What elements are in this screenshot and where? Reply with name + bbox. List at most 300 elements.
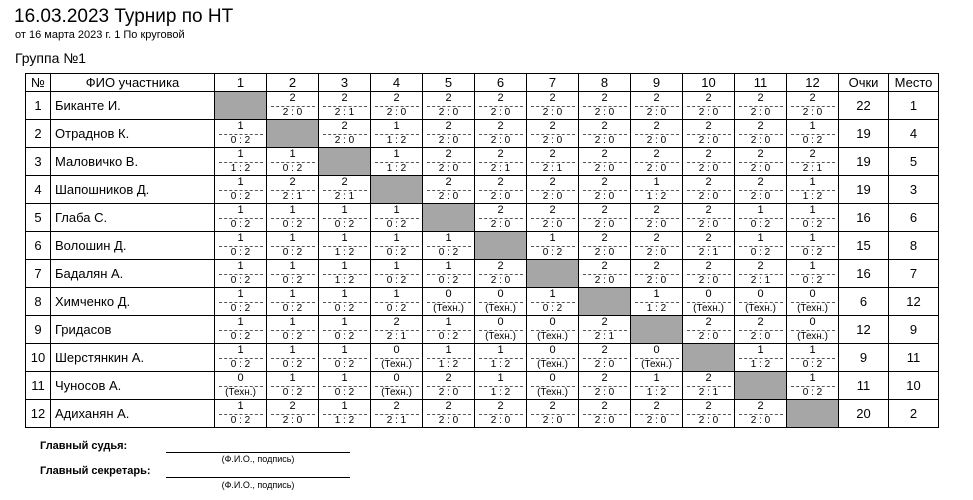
match-points: 1 — [393, 232, 400, 244]
match-score: (Техн.) — [485, 303, 516, 314]
match-points: 1 — [237, 344, 244, 356]
match-points: 2 — [341, 176, 348, 188]
match-score: (Техн.) — [797, 331, 828, 342]
match-cell — [683, 176, 735, 204]
match-score: 2 : 0 — [594, 163, 615, 174]
match-cell — [735, 204, 787, 232]
match-score: 2 : 0 — [438, 191, 459, 202]
match-cell — [371, 120, 423, 148]
match-score: 1 : 2 — [490, 387, 511, 398]
match-score: 2 : 0 — [698, 219, 719, 230]
match-cell — [735, 148, 787, 176]
table-row — [26, 120, 939, 148]
match-score: 0 : 2 — [802, 247, 823, 258]
match-points: 1 — [549, 288, 556, 300]
match-cell — [683, 372, 735, 400]
match-cell — [683, 92, 735, 120]
diagonal-cell — [423, 204, 475, 232]
participant-number: 7 — [26, 260, 51, 288]
match-score: 2 : 0 — [542, 191, 563, 202]
match-score: 0 : 2 — [386, 275, 407, 286]
match-score: 2 : 0 — [594, 219, 615, 230]
match-points: 2 — [601, 232, 608, 244]
diagonal-cell — [683, 344, 735, 372]
column-header: 4 — [371, 74, 423, 92]
match-cell — [527, 316, 579, 344]
match-cell — [735, 260, 787, 288]
match-score: 1 : 2 — [334, 415, 355, 426]
match-score: 2 : 0 — [698, 275, 719, 286]
match-cell — [267, 92, 319, 120]
match-cell — [579, 400, 631, 428]
match-cell — [267, 176, 319, 204]
match-points: 1 — [237, 288, 244, 300]
match-score: 1 : 2 — [646, 303, 667, 314]
match-cell — [631, 288, 683, 316]
match-score: 0 : 2 — [438, 331, 459, 342]
match-score: 0 : 2 — [386, 247, 407, 258]
participant-name: Волошин Д. — [51, 232, 215, 260]
match-points: 0 — [393, 344, 400, 356]
final-place: 5 — [889, 148, 939, 176]
match-points: 2 — [705, 372, 712, 384]
match-points: 2 — [809, 92, 816, 104]
match-cell — [631, 232, 683, 260]
match-score: 0 : 2 — [282, 247, 303, 258]
match-points: 0 — [705, 288, 712, 300]
match-score: 2 : 0 — [750, 415, 771, 426]
match-score: 0 : 2 — [230, 247, 251, 258]
match-cell — [475, 92, 527, 120]
match-cell — [735, 120, 787, 148]
match-points: 1 — [445, 260, 452, 272]
match-cell — [631, 92, 683, 120]
table-row — [26, 260, 939, 288]
match-cell — [527, 176, 579, 204]
match-points: 2 — [757, 400, 764, 412]
participant-name: Биканте И. — [51, 92, 215, 120]
match-score: 0 : 2 — [282, 359, 303, 370]
match-cell — [683, 288, 735, 316]
match-cell — [527, 204, 579, 232]
match-points: 0 — [497, 316, 504, 328]
match-points: 1 — [237, 204, 244, 216]
column-header: ФИО участника — [51, 74, 215, 92]
match-cell — [579, 204, 631, 232]
match-cell — [787, 176, 839, 204]
match-points: 1 — [809, 120, 816, 132]
match-score: 2 : 0 — [542, 135, 563, 146]
participant-name: Шерстянкин А. — [51, 344, 215, 372]
participant-name: Адиханян А. — [51, 400, 215, 428]
match-cell — [371, 204, 423, 232]
match-cell — [215, 176, 267, 204]
match-score: 2 : 0 — [750, 163, 771, 174]
match-cell — [475, 260, 527, 288]
match-points: 2 — [653, 148, 660, 160]
match-points: 1 — [237, 316, 244, 328]
participant-name: Гридасов — [51, 316, 215, 344]
match-points: 2 — [705, 176, 712, 188]
match-cell — [319, 176, 371, 204]
match-points: 1 — [757, 204, 764, 216]
match-cell — [267, 344, 319, 372]
match-score: 2 : 0 — [750, 191, 771, 202]
match-points: 1 — [809, 232, 816, 244]
match-score: 2 : 0 — [542, 107, 563, 118]
match-score: 0 : 2 — [282, 387, 303, 398]
match-score: 2 : 0 — [438, 163, 459, 174]
match-points: 1 — [341, 288, 348, 300]
match-points: 2 — [601, 204, 608, 216]
match-points: 2 — [549, 176, 556, 188]
match-score: 2 : 0 — [490, 191, 511, 202]
match-cell — [371, 344, 423, 372]
match-points: 1 — [341, 372, 348, 384]
match-score: 2 : 1 — [698, 387, 719, 398]
match-cell — [423, 92, 475, 120]
match-score: 1 : 2 — [646, 387, 667, 398]
match-cell — [423, 344, 475, 372]
match-cell — [215, 120, 267, 148]
match-score: 0 : 2 — [230, 191, 251, 202]
match-cell — [527, 232, 579, 260]
match-score: 2 : 0 — [646, 275, 667, 286]
match-score: 2 : 1 — [386, 331, 407, 342]
match-cell — [631, 176, 683, 204]
match-points: 2 — [601, 400, 608, 412]
match-score: 1 : 2 — [802, 191, 823, 202]
match-score: 2 : 0 — [646, 247, 667, 258]
match-score: (Техн.) — [797, 303, 828, 314]
match-score: (Техн.) — [641, 359, 672, 370]
match-score: 1 : 2 — [438, 359, 459, 370]
final-place: 8 — [889, 232, 939, 260]
chief-secretary-signature-caption: (Ф.И.О., подпись) — [221, 480, 295, 490]
match-points: 1 — [341, 316, 348, 328]
match-score: 0 : 2 — [334, 359, 355, 370]
match-cell — [267, 288, 319, 316]
match-points: 1 — [445, 316, 452, 328]
match-cell — [319, 344, 371, 372]
match-score: (Техн.) — [225, 387, 256, 398]
match-score: 1 : 2 — [334, 275, 355, 286]
table-row — [26, 176, 939, 204]
match-points: 2 — [393, 316, 400, 328]
match-score: 0 : 2 — [542, 247, 563, 258]
table-row — [26, 204, 939, 232]
match-score: 2 : 0 — [490, 275, 511, 286]
match-cell — [423, 288, 475, 316]
match-cell — [527, 148, 579, 176]
match-score: 2 : 1 — [282, 191, 303, 202]
participant-number: 6 — [26, 232, 51, 260]
match-points: 2 — [497, 176, 504, 188]
match-cell — [371, 260, 423, 288]
match-points: 2 — [445, 120, 452, 132]
match-score: 2 : 0 — [646, 107, 667, 118]
match-score: 2 : 0 — [542, 415, 563, 426]
match-cell — [631, 120, 683, 148]
match-score: 2 : 0 — [594, 275, 615, 286]
chief-judge-signature-line — [166, 452, 350, 453]
match-score: 0 : 2 — [334, 219, 355, 230]
match-points: 1 — [341, 260, 348, 272]
match-points: 1 — [237, 400, 244, 412]
total-points: 6 — [839, 288, 889, 316]
match-score: 0 : 2 — [282, 163, 303, 174]
match-cell — [475, 344, 527, 372]
match-score: 2 : 0 — [542, 219, 563, 230]
final-place: 12 — [889, 288, 939, 316]
column-header: 7 — [527, 74, 579, 92]
match-cell — [579, 260, 631, 288]
match-points: 2 — [289, 92, 296, 104]
match-score: 2 : 0 — [386, 107, 407, 118]
match-score: 0 : 2 — [282, 303, 303, 314]
match-cell — [787, 204, 839, 232]
match-cell — [579, 232, 631, 260]
match-cell — [319, 260, 371, 288]
match-cell — [371, 372, 423, 400]
match-points: 1 — [289, 260, 296, 272]
match-score: 1 : 2 — [386, 135, 407, 146]
match-cell — [579, 148, 631, 176]
match-cell — [371, 92, 423, 120]
final-place: 9 — [889, 316, 939, 344]
match-cell — [787, 120, 839, 148]
match-score: 0 : 2 — [282, 275, 303, 286]
match-score: 2 : 0 — [334, 135, 355, 146]
match-points: 1 — [653, 288, 660, 300]
participant-number: 4 — [26, 176, 51, 204]
match-cell — [527, 344, 579, 372]
match-points: 2 — [549, 120, 556, 132]
match-score: 0 : 2 — [438, 275, 459, 286]
page-title: 16.03.2023 Турнир по НТ — [14, 6, 234, 27]
match-score: (Техн.) — [693, 303, 724, 314]
match-cell — [423, 316, 475, 344]
match-score: 0 : 2 — [230, 303, 251, 314]
match-points: 2 — [757, 260, 764, 272]
match-cell — [787, 288, 839, 316]
match-score: 2 : 0 — [438, 387, 459, 398]
participant-name: Маловичко В. — [51, 148, 215, 176]
match-score: (Техн.) — [537, 331, 568, 342]
diagonal-cell — [371, 176, 423, 204]
match-points: 1 — [393, 260, 400, 272]
match-cell — [579, 344, 631, 372]
final-place: 3 — [889, 176, 939, 204]
match-cell — [683, 148, 735, 176]
match-score: 2 : 1 — [750, 275, 771, 286]
diagonal-cell — [735, 372, 787, 400]
match-points: 2 — [757, 176, 764, 188]
match-points: 1 — [809, 204, 816, 216]
match-cell — [319, 120, 371, 148]
match-points: 1 — [757, 232, 764, 244]
match-cell — [683, 260, 735, 288]
match-points: 1 — [653, 176, 660, 188]
match-points: 1 — [393, 204, 400, 216]
match-cell — [735, 288, 787, 316]
match-score: 1 : 2 — [230, 163, 251, 174]
match-points: 0 — [445, 288, 452, 300]
match-cell — [215, 148, 267, 176]
match-cell — [319, 372, 371, 400]
column-header: 11 — [735, 74, 787, 92]
match-cell — [527, 120, 579, 148]
match-points: 2 — [445, 176, 452, 188]
match-cell — [423, 400, 475, 428]
match-points: 2 — [497, 400, 504, 412]
match-points: 2 — [705, 400, 712, 412]
match-cell — [787, 148, 839, 176]
match-cell — [787, 372, 839, 400]
match-points: 2 — [601, 92, 608, 104]
match-cell — [319, 316, 371, 344]
column-header: Место — [889, 74, 939, 92]
match-points: 2 — [497, 120, 504, 132]
match-score: (Техн.) — [433, 303, 464, 314]
match-cell — [631, 344, 683, 372]
match-score: 2 : 0 — [594, 359, 615, 370]
match-cell — [631, 260, 683, 288]
match-score: 2 : 0 — [490, 107, 511, 118]
participant-number: 2 — [26, 120, 51, 148]
match-points: 2 — [809, 148, 816, 160]
total-points: 9 — [839, 344, 889, 372]
match-score: 2 : 0 — [750, 107, 771, 118]
match-score: 2 : 0 — [750, 135, 771, 146]
match-cell — [215, 260, 267, 288]
total-points: 19 — [839, 176, 889, 204]
match-points: 1 — [237, 232, 244, 244]
match-score: 2 : 0 — [594, 387, 615, 398]
match-score: 2 : 0 — [438, 415, 459, 426]
participant-number: 5 — [26, 204, 51, 232]
match-score: 2 : 1 — [386, 415, 407, 426]
match-score: 0 : 2 — [334, 331, 355, 342]
match-cell — [319, 400, 371, 428]
participant-name: Чуносов А. — [51, 372, 215, 400]
match-points: 0 — [809, 316, 816, 328]
match-points: 2 — [601, 372, 608, 384]
match-score: 2 : 0 — [282, 107, 303, 118]
table-row — [26, 288, 939, 316]
participant-number: 1 — [26, 92, 51, 120]
match-points: 1 — [497, 372, 504, 384]
match-points: 0 — [549, 372, 556, 384]
match-cell — [527, 372, 579, 400]
participant-number: 3 — [26, 148, 51, 176]
final-place: 1 — [889, 92, 939, 120]
participant-number: 12 — [26, 400, 51, 428]
match-cell — [475, 316, 527, 344]
match-cell — [423, 176, 475, 204]
match-points: 2 — [601, 344, 608, 356]
match-cell — [683, 316, 735, 344]
match-cell — [267, 148, 319, 176]
match-score: 1 : 2 — [646, 191, 667, 202]
match-points: 2 — [445, 400, 452, 412]
match-score: 2 : 0 — [646, 219, 667, 230]
match-score: 0 : 2 — [802, 219, 823, 230]
match-points: 1 — [757, 344, 764, 356]
participant-name: Отраднов К. — [51, 120, 215, 148]
table-row — [26, 148, 939, 176]
match-points: 1 — [497, 344, 504, 356]
match-points: 1 — [393, 148, 400, 160]
match-score: 0 : 2 — [230, 359, 251, 370]
match-cell — [579, 92, 631, 120]
match-score: 0 : 2 — [282, 331, 303, 342]
match-cell — [579, 316, 631, 344]
match-points: 2 — [497, 204, 504, 216]
match-cell — [319, 288, 371, 316]
match-points: 2 — [549, 400, 556, 412]
column-header: 5 — [423, 74, 475, 92]
match-score: 1 : 2 — [386, 163, 407, 174]
match-points: 2 — [705, 148, 712, 160]
table-body — [26, 92, 939, 428]
match-cell — [735, 92, 787, 120]
match-cell — [267, 316, 319, 344]
match-points: 2 — [653, 120, 660, 132]
match-cell — [423, 148, 475, 176]
column-header: Очки — [839, 74, 889, 92]
column-header: 3 — [319, 74, 371, 92]
match-points: 0 — [237, 372, 244, 384]
match-points: 1 — [289, 232, 296, 244]
match-points: 1 — [289, 288, 296, 300]
match-points: 2 — [289, 176, 296, 188]
match-points: 2 — [705, 232, 712, 244]
match-score: 2 : 0 — [490, 219, 511, 230]
total-points: 19 — [839, 148, 889, 176]
match-points: 2 — [757, 148, 764, 160]
match-points: 2 — [341, 120, 348, 132]
match-score: 2 : 0 — [750, 331, 771, 342]
match-cell — [319, 232, 371, 260]
total-points: 22 — [839, 92, 889, 120]
match-score: 0 : 2 — [438, 247, 459, 258]
match-cell — [787, 260, 839, 288]
total-points: 16 — [839, 260, 889, 288]
match-cell — [319, 204, 371, 232]
match-points: 1 — [341, 400, 348, 412]
match-cell — [735, 344, 787, 372]
match-points: 0 — [497, 288, 504, 300]
match-cell — [787, 92, 839, 120]
total-points: 16 — [839, 204, 889, 232]
match-points: 2 — [445, 92, 452, 104]
match-cell — [579, 120, 631, 148]
match-cell — [215, 400, 267, 428]
match-score: 1 : 2 — [490, 359, 511, 370]
match-score: 2 : 0 — [698, 331, 719, 342]
match-points: 2 — [705, 120, 712, 132]
match-score: (Техн.) — [537, 359, 568, 370]
match-score: 2 : 1 — [698, 247, 719, 258]
column-header: 2 — [267, 74, 319, 92]
match-cell — [475, 148, 527, 176]
table-row — [26, 232, 939, 260]
match-points: 2 — [601, 148, 608, 160]
match-points: 0 — [549, 344, 556, 356]
match-score: 0 : 2 — [542, 303, 563, 314]
match-cell — [631, 372, 683, 400]
